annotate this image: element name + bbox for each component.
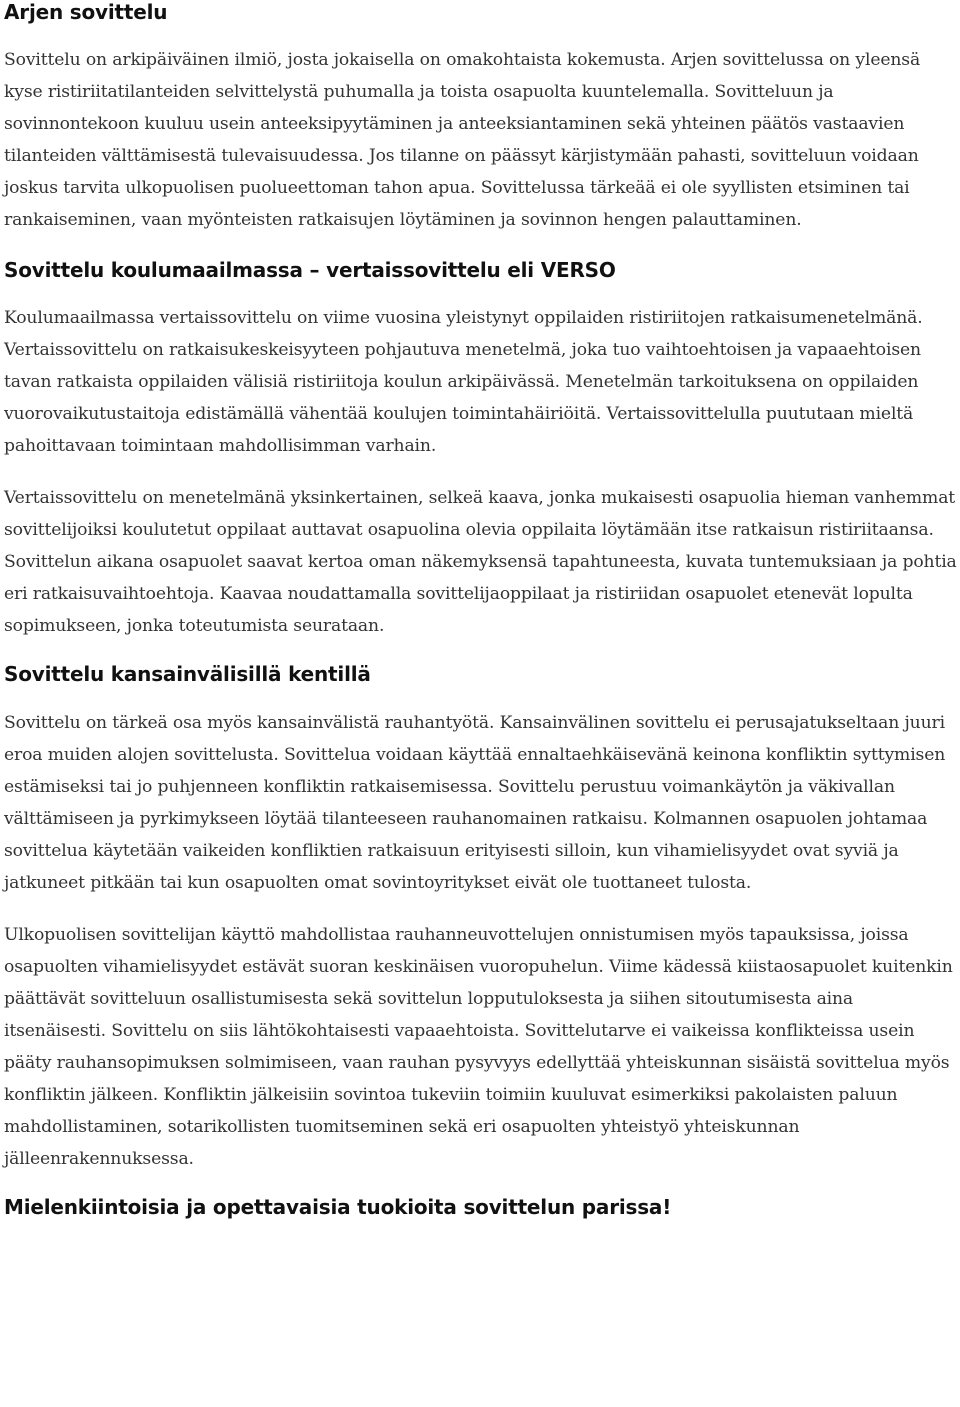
paragraph-kansainvalinen-1: Sovittelu on tärkeä osa myös kansainvälistä rauhantyötä. Kansainvälinen sovittelu ei perusajatukseltaan juuri eroa muiden alojen sovittelusta. Sovittelua voidaan käyttää ennaltaehkäisevänä keinona konfliktin syttymisen estämiseksi tai jo puhjenneen konfliktin ratkaisemisessa. Sovittelu perustuu voimankäytön ja väkivallan välttämiseen ja pyrkimykseen löytää tilanteeseen rauhanomainen ratkaisu. Kolmannen osapuolen johtamaa sovittelua käytetään vaikeiden konfliktien ratkaisuun erityisesti silloin, kun vihamielisyydet ovat syviä ja jatkuneet pitkään tai kun osapuolten omat sovintoyritykset eivät ole tuottaneet tulosta.: [4, 713, 946, 893]
paragraph-koulumaailma-1: Koulumaailmassa vertaissovittelu on viime vuosina yleistynyt oppilaiden ristiriitojen ratkaisumenetelmänä. Vertaissovittelu on ratkaisukeskeisyyteen pohjautuva menetelmä, joka tuo vaihtoehtoisen ja vapaaehtoisen tavan ratkaista oppilaiden välisiä ristiriitoja koulun arkipäivässä. Menetelmän tarkoituksena on oppilaiden vuorovaikutustaitoja edistämällä vähentää koulujen toimintahäiriöitä. Vertaissovittelulla puututaan mieltä pahoittavaan toimintaan mahdollisimman varhain.: [4, 308, 923, 456]
paragraph-arjen-sovittelu: Sovittelu on arkipäiväinen ilmiö, josta jokaisella on omakohtaista kokemusta. Arjen sovittelussa on yleensä kyse ristiriitatilanteiden selvittelystä puhumalla ja toista osapuolta kuuntelemalla. Sovitteluun ja sovinnontekoon kuuluu usein anteeksipyytäminen ja anteeksiantaminen sekä yhteinen päätös vastaavien tilanteiden välttämisestä tulevaisuudessa. Jos tilanne on päässyt kärjistymään pahasti, sovitteluun voidaan joskus tarvita ulkopuolisen puolueettoman tahon apua. Sovittelussa tärkeää ei ole syyllisten etsiminen tai rankaiseminen, vaan myönteisten ratkaisujen löytäminen ja sovinnon hengen palauttaminen.: [4, 50, 921, 230]
section-heading-koulumaailma: Sovittelu koulumaailmassa – vertaissovittelu eli VERSO: [4, 258, 616, 282]
document-page: [4, 0, 958, 1219]
paragraph-koulumaailma-2: Vertaissovittelu on menetelmänä yksinkertainen, selkeä kaava, jonka mukaisesti osapuolia hieman vanhemmat sovittelijoiksi koulutetut oppilaat auttavat osapuolina olevia oppilaita löytämään itse ratkaisun ristiriitaansa. Sovittelun aikana osapuolet saavat kertoa oman näkemyksensä tapahtuneesta, kuvata tuntemuksiaan ja pohtia eri ratkaisuvaihtoehtoja. Kaavaa noudattamalla sovittelijaoppilaat ja ristiriidan osapuolet etenevät lopulta sopimukseen, jonka toteutumista seurataan.: [4, 488, 957, 636]
section-heading-arjen-sovittelu: Arjen sovittelu: [4, 0, 168, 24]
section-heading-mielenkiintoisia: Mielenkiintoisia ja opettavaisia tuokioita sovittelun parissa!: [4, 1195, 672, 1219]
paragraph-kansainvalinen-2: Ulkopuolisen sovittelijan käyttö mahdollistaa rauhanneuvottelujen onnistumisen myös tapauksissa, joissa osapuolten vihamielisyydet estävät suoran keskinäisen vuoropuhelun. Viime kädessä kiistaosapuolet kuitenkin päättävät sovitteluun osallistumisesta sekä sovittelun lopputuloksesta ja siihen sitoutumisesta aina itsenäisesti. Sovittelu on siis lähtökohtaisesti vapaaehtoista. Sovittelutarve ei vaikeissa konflikteissa usein pääty rauhansopimuksen solmimiseen, vaan rauhan pysyvyys edellyttää yhteiskunnan sisäistä sovittelua myös konfliktin jälkeen. Konfliktin jälkeisiin sovintoa tukeviin toimiin kuuluvat esimerkiksi pakolaisten paluun mahdollistaminen, sotarikollisten tuomitseminen sekä eri osapuolten yhteistyö yhteiskunnan jälleenrakennuksessa.: [4, 925, 953, 1169]
section-heading-kansainvalinen: Sovittelu kansainvälisillä kentillä: [4, 662, 371, 686]
